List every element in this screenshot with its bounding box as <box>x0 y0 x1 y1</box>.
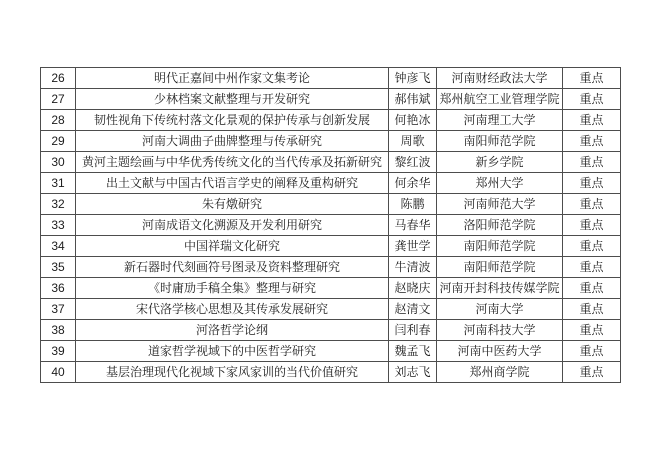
researcher-name: 刘志飞 <box>389 362 437 383</box>
status-label: 重点 <box>563 299 621 320</box>
university-name: 河南师范大学 <box>437 194 563 215</box>
researcher-name: 郝伟斌 <box>389 89 437 110</box>
project-title: 基层治理现代化视域下家风家训的当代价值研究 <box>76 362 389 383</box>
project-title: 河南大调曲子曲牌整理与传承研究 <box>76 131 389 152</box>
university-name: 洛阳师范学院 <box>437 215 563 236</box>
university-name: 南阳师范学院 <box>437 236 563 257</box>
status-label: 重点 <box>563 152 621 173</box>
researcher-name: 牛清波 <box>389 257 437 278</box>
status-label: 重点 <box>563 194 621 215</box>
researcher-name: 周歌 <box>389 131 437 152</box>
table-row <box>41 194 621 215</box>
status-label: 重点 <box>563 362 621 383</box>
row-number: 36 <box>41 278 76 299</box>
researcher-name: 何艳冰 <box>389 110 437 131</box>
status-label: 重点 <box>563 110 621 131</box>
table-row <box>41 68 621 89</box>
university-name: 南阳师范学院 <box>437 131 563 152</box>
row-number: 38 <box>41 320 76 341</box>
table-row <box>41 173 621 194</box>
university-name: 河南中医药大学 <box>437 341 563 362</box>
researcher-name: 赵晓庆 <box>389 278 437 299</box>
project-title: 新石器时代刻画符号图录及资料整理研究 <box>76 257 389 278</box>
project-title: 黄河主题绘画与中华优秀传统文化的当代传承及拓新研究 <box>76 152 389 173</box>
table-row <box>41 236 621 257</box>
row-number: 34 <box>41 236 76 257</box>
researcher-name: 马春华 <box>389 215 437 236</box>
university-name: 河南科技大学 <box>437 320 563 341</box>
status-label: 重点 <box>563 68 621 89</box>
row-number: 37 <box>41 299 76 320</box>
project-title: 中国祥瑞文化研究 <box>76 236 389 257</box>
university-name: 河南理工大学 <box>437 110 563 131</box>
project-title: 河洛哲学论纲 <box>76 320 389 341</box>
table-row <box>41 152 621 173</box>
status-label: 重点 <box>563 173 621 194</box>
row-number: 32 <box>41 194 76 215</box>
project-title: 宋代洛学核心思想及其传承发展研究 <box>76 299 389 320</box>
university-name: 郑州航空工业管理学院 <box>437 89 563 110</box>
status-label: 重点 <box>563 131 621 152</box>
status-label: 重点 <box>563 257 621 278</box>
researcher-name: 龚世学 <box>389 236 437 257</box>
university-name: 新乡学院 <box>437 152 563 173</box>
researcher-name: 陈鹏 <box>389 194 437 215</box>
projects-table <box>40 67 621 383</box>
table-row <box>41 215 621 236</box>
project-title: 出土文献与中国古代语言学史的阐释及重构研究 <box>76 173 389 194</box>
status-label: 重点 <box>563 278 621 299</box>
project-title: 道家哲学视域下的中医哲学研究 <box>76 341 389 362</box>
table-row <box>41 131 621 152</box>
project-title: 朱有燉研究 <box>76 194 389 215</box>
row-number: 39 <box>41 341 76 362</box>
row-number: 29 <box>41 131 76 152</box>
researcher-name: 黎红波 <box>389 152 437 173</box>
row-number: 33 <box>41 215 76 236</box>
university-name: 河南大学 <box>437 299 563 320</box>
project-title: 明代正嘉间中州作家文集考论 <box>76 68 389 89</box>
researcher-name: 何余华 <box>389 173 437 194</box>
university-name: 南阳师范学院 <box>437 257 563 278</box>
university-name: 河南财经政法大学 <box>437 68 563 89</box>
project-title: 河南成语文化溯源及开发利用研究 <box>76 215 389 236</box>
table-row <box>41 341 621 362</box>
table-row <box>41 89 621 110</box>
row-number: 31 <box>41 173 76 194</box>
university-name: 河南开封科技传媒学院 <box>437 278 563 299</box>
table-row <box>41 299 621 320</box>
researcher-name: 钟彦飞 <box>389 68 437 89</box>
researcher-name: 赵清文 <box>389 299 437 320</box>
table-row <box>41 320 621 341</box>
table-row <box>41 257 621 278</box>
researcher-name: 闫利春 <box>389 320 437 341</box>
status-label: 重点 <box>563 89 621 110</box>
row-number: 28 <box>41 110 76 131</box>
row-number: 26 <box>41 68 76 89</box>
university-name: 郑州大学 <box>437 173 563 194</box>
university-name: 郑州商学院 <box>437 362 563 383</box>
status-label: 重点 <box>563 236 621 257</box>
researcher-name: 魏孟飞 <box>389 341 437 362</box>
project-title: 《时庸劢手稿全集》整理与研究 <box>76 278 389 299</box>
status-label: 重点 <box>563 215 621 236</box>
status-label: 重点 <box>563 320 621 341</box>
table-row <box>41 278 621 299</box>
project-title: 少林档案文献整理与开发研究 <box>76 89 389 110</box>
row-number: 27 <box>41 89 76 110</box>
row-number: 40 <box>41 362 76 383</box>
row-number: 30 <box>41 152 76 173</box>
project-title: 韧性视角下传统村落文化景观的保护传承与创新发展 <box>76 110 389 131</box>
table-row <box>41 110 621 131</box>
row-number: 35 <box>41 257 76 278</box>
table-body <box>41 68 621 383</box>
table-row <box>41 362 621 383</box>
status-label: 重点 <box>563 341 621 362</box>
